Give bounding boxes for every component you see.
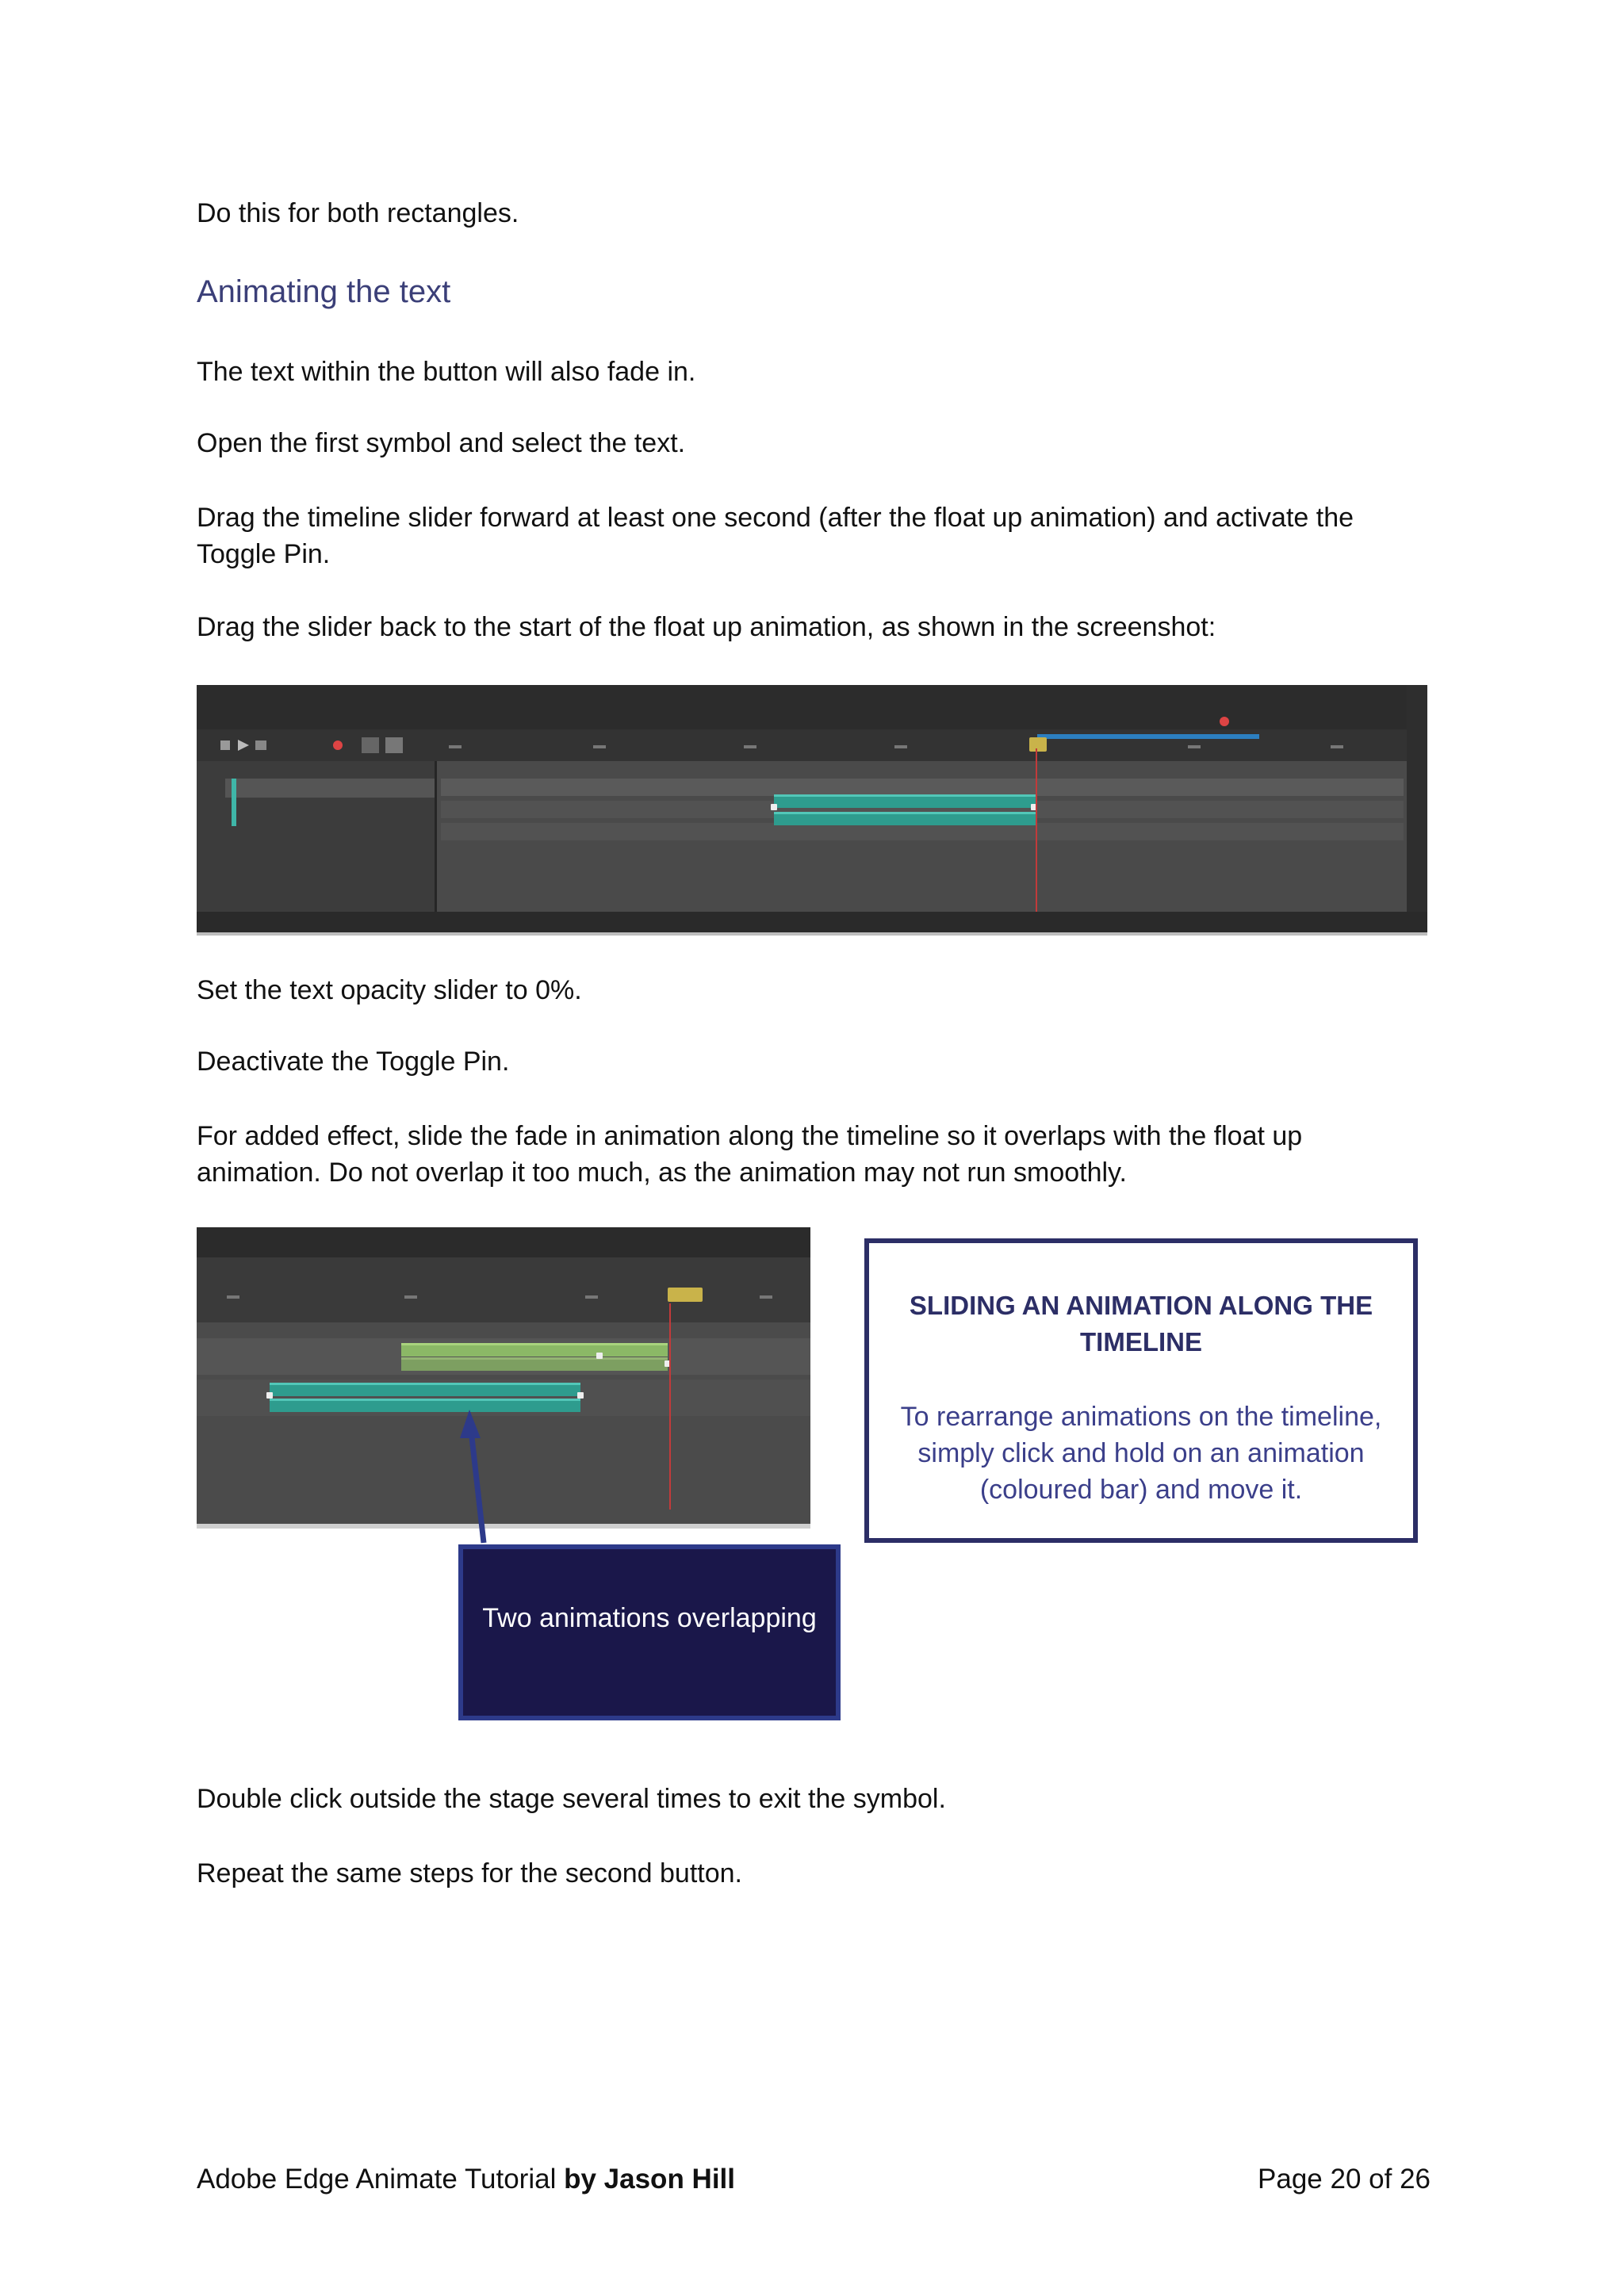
timeline-scrollbar[interactable] xyxy=(1407,685,1427,932)
paragraph-drag-forward: Drag the timeline slider forward at least one second (after the float up animation) and activate the Toggle Pin. xyxy=(197,503,1354,569)
selected-layer-row xyxy=(225,779,435,798)
callout-body: To rearrange animations on the timeline, simply click and hold on an animation (coloured bar) and move it. xyxy=(900,1402,1382,1505)
ruler-tick xyxy=(760,1295,772,1299)
playhead-line xyxy=(1036,748,1037,915)
keyframe[interactable] xyxy=(596,1353,603,1359)
ruler-tick xyxy=(894,745,907,748)
layer-accent-marker xyxy=(232,779,236,826)
timeline-ruler xyxy=(197,1257,810,1322)
playhead-marker[interactable] xyxy=(1029,737,1047,752)
keyframe[interactable] xyxy=(577,1392,584,1399)
ruler-tick xyxy=(585,1295,598,1299)
fade-in-animation-bar[interactable] xyxy=(401,1357,668,1371)
section-heading: Animating the text xyxy=(197,274,451,309)
timeline-lane xyxy=(441,823,1404,840)
footer-doc-title: Adobe Edge Animate Tutorial xyxy=(197,2164,565,2195)
paragraph-second-button: Repeat the same steps for the second button. xyxy=(197,1858,742,1888)
float-up-animation-bar[interactable] xyxy=(270,1383,580,1396)
paragraph-drag-back: Drag the slider back to the start of the float up animation, as shown in the screenshot: xyxy=(197,612,1216,642)
playback-range-bar xyxy=(1037,734,1259,739)
ruler-tick xyxy=(593,745,606,748)
timeline-screenshot xyxy=(197,685,1427,936)
annotation-label: Two animations overlapping xyxy=(482,1603,817,1633)
playhead-line xyxy=(669,1303,671,1510)
keyframe[interactable] xyxy=(266,1392,273,1399)
keyframe[interactable] xyxy=(771,804,777,810)
float-up-animation-bar[interactable] xyxy=(774,794,1036,808)
fade-in-animation-bar[interactable] xyxy=(401,1343,668,1357)
ruler-tick xyxy=(449,745,462,748)
timeline-header-bar xyxy=(197,1227,810,1257)
footer-title xyxy=(197,2161,735,2198)
float-up-animation-bar[interactable] xyxy=(774,812,1036,825)
paragraph-exit-symbol: Double click outside the stage several times to exit the symbol. xyxy=(197,1784,946,1814)
ruler-tick xyxy=(1331,745,1343,748)
overlap-annotation-box xyxy=(458,1544,841,1720)
paragraph-added-effect: For added effect, slide the fade in animation along the timeline so it overlaps with the float up animation. Do not overlap it too much, as the animation may not run smoothly. xyxy=(197,1121,1303,1188)
record-icon xyxy=(333,740,343,750)
ruler-tick xyxy=(744,745,756,748)
paragraph-text-fade: The text within the button will also fade in. xyxy=(197,357,696,387)
paragraph-opacity: Set the text opacity slider to 0%. xyxy=(197,975,582,1005)
end-marker-icon xyxy=(1220,717,1229,726)
ruler-tick xyxy=(404,1295,417,1299)
paragraph-deactivate-pin: Deactivate the Toggle Pin. xyxy=(197,1047,510,1077)
tip-callout-box xyxy=(864,1238,1418,1543)
play-controls-icon xyxy=(220,737,276,753)
ruler-tick xyxy=(227,1295,239,1299)
timeline-lane xyxy=(441,779,1404,796)
playhead-marker[interactable] xyxy=(668,1288,703,1302)
page-number: Page 20 of 26 xyxy=(1258,2164,1431,2195)
overlap-screenshot xyxy=(197,1227,810,1529)
paragraph-both-rectangles: Do this for both rectangles. xyxy=(197,198,519,228)
paragraph-open-symbol: Open the first symbol and select the text. xyxy=(197,428,686,458)
callout-title: SLIDING AN ANIMATION ALONG THE TIMELINE xyxy=(909,1291,1373,1357)
ruler-tick xyxy=(1188,745,1201,748)
timeline-footer-bar xyxy=(197,912,1427,932)
timeline-header-bar xyxy=(197,685,1427,729)
footer-author: by Jason Hill xyxy=(564,2164,735,2195)
toggle-pin-icon xyxy=(362,736,409,755)
float-up-animation-bar[interactable] xyxy=(270,1399,580,1412)
